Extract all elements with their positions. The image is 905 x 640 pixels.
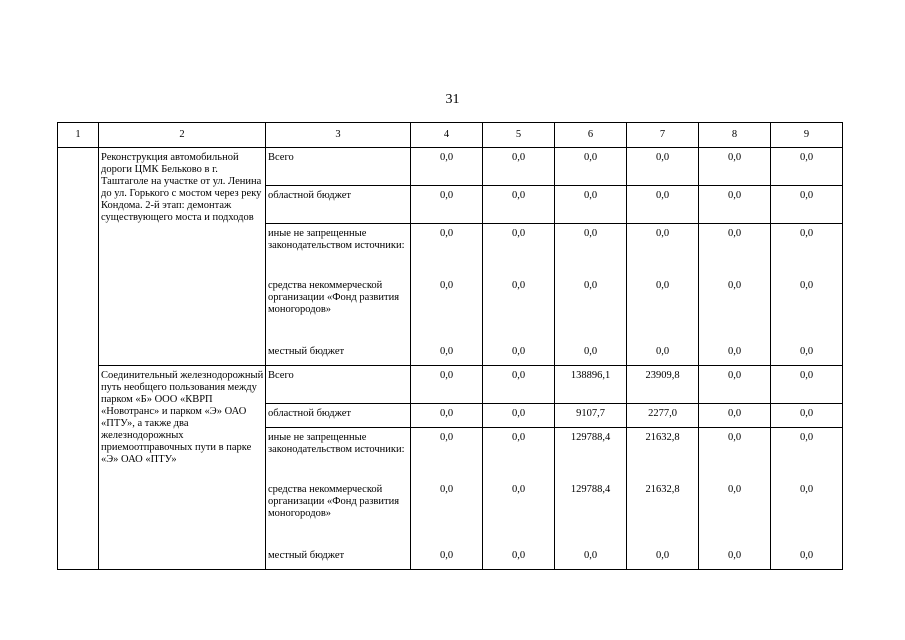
- value: 0,0: [655, 190, 670, 201]
- value-cell: [483, 480, 555, 546]
- value: 0,0: [439, 549, 454, 561]
- value: 0,0: [439, 345, 454, 357]
- value: 0,0: [727, 345, 742, 357]
- value: 0,0: [511, 279, 526, 291]
- value: 0,0: [511, 370, 526, 381]
- value: 0,0: [727, 483, 742, 495]
- value: 0,0: [583, 190, 598, 201]
- funding-source-label: Всего: [268, 152, 294, 163]
- value-cell: [411, 186, 483, 224]
- value-cell: [771, 546, 843, 570]
- value-cell: [483, 404, 555, 428]
- value-cell: [411, 366, 483, 404]
- value: 0,0: [439, 408, 454, 419]
- funding-source-cell: [266, 224, 411, 276]
- value-cell: [483, 224, 555, 276]
- header-cell: 7: [627, 123, 699, 148]
- header-cell: 8: [699, 123, 771, 148]
- value-cell: [627, 276, 699, 342]
- funding-source-cell: [266, 480, 411, 546]
- value-cell: [483, 546, 555, 570]
- value-cell: [699, 480, 771, 546]
- funding-source-cell: [266, 186, 411, 224]
- funding-source-cell: [266, 342, 411, 366]
- value-cell: [699, 224, 771, 276]
- project-name: Реконструкция автомобильной дороги ЦМК Бельково в г. Таштаголе на участке от ул. Ленина до ул. Горького с мостом через реку Кондома. 2-й этап: демонтаж существующего моста и подходов: [101, 152, 262, 223]
- value-cell: [771, 428, 843, 480]
- table-row: [58, 148, 843, 186]
- value-cell: [555, 186, 627, 224]
- value-cell: [771, 276, 843, 342]
- value-cell: [699, 366, 771, 404]
- value: 0,0: [727, 152, 742, 163]
- value-cell: [411, 428, 483, 480]
- value-cell: [627, 546, 699, 570]
- value: 0,0: [439, 152, 454, 163]
- funding-source-label: иные не запрещенные законодательством источники:: [268, 228, 405, 251]
- value: 0,0: [439, 483, 454, 495]
- value-cell: [699, 276, 771, 342]
- value-cell: [411, 276, 483, 342]
- funding-source-label: средства некоммерческой организации «Фонд развития моногородов»: [268, 279, 400, 315]
- value: 21632,8: [645, 483, 680, 495]
- header-cell: 1: [58, 123, 99, 148]
- value: 0,0: [511, 549, 526, 561]
- header-cell: 6: [555, 123, 627, 148]
- value: 0,0: [583, 228, 598, 239]
- value: 0,0: [583, 549, 598, 561]
- value: 0,0: [439, 190, 454, 201]
- value: 0,0: [727, 549, 742, 561]
- value-cell: [627, 480, 699, 546]
- value-cell: [411, 480, 483, 546]
- value-cell: [627, 186, 699, 224]
- table-row: [58, 366, 843, 404]
- funding-source-cell: [266, 148, 411, 186]
- value: 0,0: [799, 228, 814, 239]
- value: 0,0: [583, 152, 598, 163]
- value-cell: [411, 546, 483, 570]
- header-cell: 9: [771, 123, 843, 148]
- header-cell: 5: [483, 123, 555, 148]
- value-cell: [555, 546, 627, 570]
- value: 0,0: [799, 345, 814, 357]
- value-cell: [555, 428, 627, 480]
- page-number: 31: [445, 92, 460, 107]
- value-cell: [699, 428, 771, 480]
- funding-source-label: иные не запрещенные законодательством источники:: [268, 432, 405, 455]
- value: 0,0: [799, 483, 814, 495]
- value: 0,0: [583, 345, 598, 357]
- value-cell: [627, 342, 699, 366]
- funding-source-cell: [266, 276, 411, 342]
- funding-source-cell: [266, 366, 411, 404]
- value: 0,0: [655, 279, 670, 291]
- funding-source-label: областной бюджет: [268, 190, 351, 201]
- project-name-cell: [99, 148, 266, 366]
- value-cell: [699, 148, 771, 186]
- value: 0,0: [655, 228, 670, 239]
- value-cell: [771, 480, 843, 546]
- value: 23909,8: [645, 370, 680, 381]
- value: 0,0: [439, 432, 454, 443]
- value: 0,0: [439, 279, 454, 291]
- value: 138896,1: [570, 370, 611, 381]
- value: 0,0: [511, 345, 526, 357]
- value: 0,0: [727, 190, 742, 201]
- funding-source-cell: [266, 428, 411, 480]
- value: 0,0: [727, 432, 742, 443]
- value: 0,0: [727, 370, 742, 381]
- value-cell: [771, 404, 843, 428]
- value: 0,0: [511, 190, 526, 201]
- value-cell: [555, 342, 627, 366]
- value: 0,0: [799, 549, 814, 561]
- value: 0,0: [511, 408, 526, 419]
- funding-source-label: местный бюджет: [268, 549, 345, 561]
- funding-source-cell: [266, 546, 411, 570]
- value: 2277,0: [648, 408, 677, 419]
- value: 0,0: [799, 152, 814, 163]
- value: 21632,8: [645, 432, 680, 443]
- value: 0,0: [511, 152, 526, 163]
- value: 9107,7: [576, 408, 605, 419]
- value-cell: [411, 148, 483, 186]
- value-cell: [555, 148, 627, 186]
- value: 0,0: [727, 408, 742, 419]
- value: 0,0: [511, 483, 526, 495]
- value-cell: [771, 148, 843, 186]
- value: 0,0: [655, 549, 670, 561]
- value-cell: [483, 186, 555, 224]
- value-cell: [555, 366, 627, 404]
- header-cell: 3: [266, 123, 411, 148]
- value: 0,0: [727, 279, 742, 291]
- funding-source-label: областной бюджет: [268, 408, 351, 419]
- value-cell: [771, 186, 843, 224]
- funding-source-label: местный бюджет: [268, 345, 345, 357]
- value-cell: [555, 276, 627, 342]
- value-cell: [555, 480, 627, 546]
- value: 129788,4: [570, 432, 611, 443]
- header-cell: 2: [99, 123, 266, 148]
- value: 0,0: [655, 345, 670, 357]
- value-cell: [483, 342, 555, 366]
- table-header-row: [58, 123, 843, 148]
- value-cell: [627, 428, 699, 480]
- value-cell: [555, 404, 627, 428]
- financing-table: [57, 122, 843, 570]
- value-cell: [483, 148, 555, 186]
- funding-source-label: средства некоммерческой организации «Фонд развития моногородов»: [268, 483, 400, 519]
- value-cell: [483, 276, 555, 342]
- value-cell: [627, 148, 699, 186]
- value-cell: [627, 224, 699, 276]
- value-cell: [483, 428, 555, 480]
- value: 0,0: [727, 228, 742, 239]
- project-name: Соединительный железнодорожный путь необщего пользования между парком «Б» ООО «КВРП «Новотранс» и парком «Э» ОАО «ПТУ», а также два железнодорожных приемоотправочных пути в парке «Э» ОАО «ПТУ»: [101, 370, 264, 465]
- row-number-cell: [58, 148, 99, 570]
- value: 0,0: [655, 152, 670, 163]
- value: 0,0: [799, 370, 814, 381]
- value-cell: [699, 186, 771, 224]
- value-cell: [771, 366, 843, 404]
- value-cell: [483, 366, 555, 404]
- value-cell: [555, 224, 627, 276]
- value-cell: [627, 366, 699, 404]
- value-cell: [699, 404, 771, 428]
- header-cell: 4: [411, 123, 483, 148]
- project-name-cell: [99, 366, 266, 570]
- funding-source-label: Всего: [268, 370, 294, 381]
- value: 0,0: [511, 432, 526, 443]
- value: 0,0: [799, 432, 814, 443]
- value: 0,0: [583, 279, 598, 291]
- value-cell: [411, 404, 483, 428]
- value: 0,0: [799, 190, 814, 201]
- value-cell: [771, 224, 843, 276]
- value-cell: [411, 224, 483, 276]
- value: 129788,4: [570, 483, 611, 495]
- value: 0,0: [799, 279, 814, 291]
- value-cell: [699, 342, 771, 366]
- value: 0,0: [799, 408, 814, 419]
- funding-source-cell: [266, 404, 411, 428]
- value-cell: [627, 404, 699, 428]
- value-cell: [699, 546, 771, 570]
- value: 0,0: [439, 370, 454, 381]
- value-cell: [771, 342, 843, 366]
- value: 0,0: [511, 228, 526, 239]
- value-cell: [411, 342, 483, 366]
- value: 0,0: [439, 228, 454, 239]
